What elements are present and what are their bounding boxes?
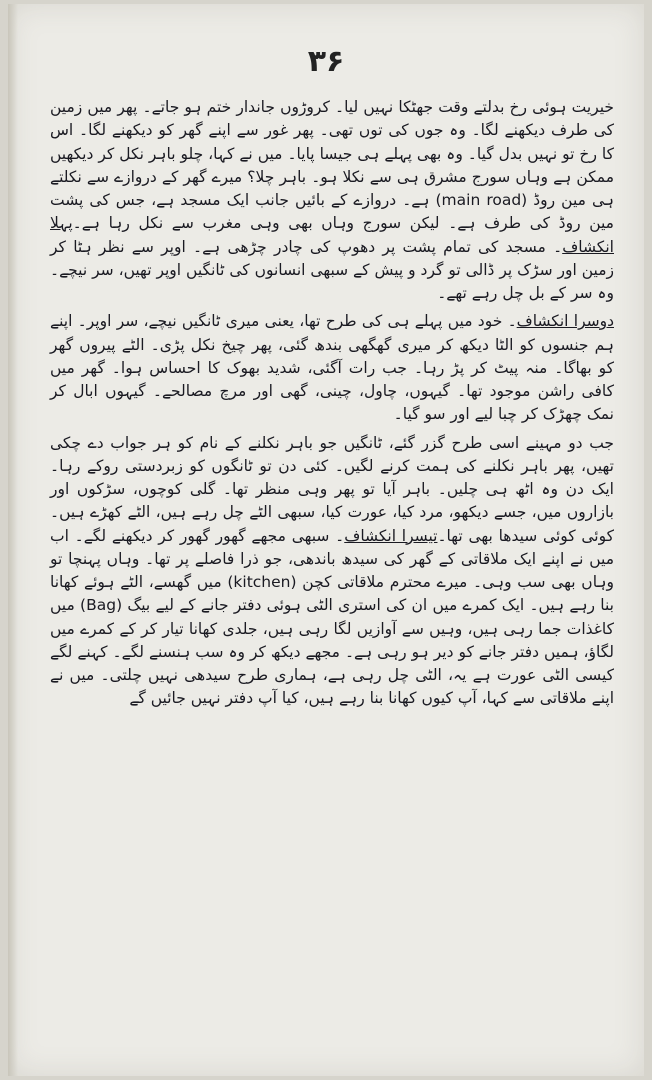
paragraph-text: خیریت ہوئی رخ بدلتے وقت جھٹکا نہیں لیا۔ کروڑوں جاندار ختم ہو جاتے۔ پھر میں زمین کی طرف دیکھنے لگا۔ وہ جوں کی توں تھی۔ پھر غور سے اپنے گھر کو دیکھنے لگا۔ اس کا رخ تو نہیں بدل گیا۔ وہ بھی پہلے ہی جیسا پایا۔ میں نے کہا، چلو باہر نکل کر دیکھیں ممکن ہے وہاں سورج مشرق ہی سے نکلا ہو۔ باہر چلا؟ میرے گھر کے دروازے سے نکلتے ہی مین روڈ (main road) ہے۔ دروازے کے بائیں جانب ایک مسجد ہے، جس کی پشت مین روڈ کی طرف ہے۔ لیکن سورج وہاں بھی وہی مغرب سے نکل رہا ہے۔: [50, 98, 614, 233]
paragraph-text: جب دو مہینے اسی طرح گزر گئے، ٹانگیں جو باہر نکلنے کے نام کو ہر جواب دے چکی تھیں، پھر باہر نکلنے کی ہمت کرنے لگیں۔ کئی دن تو ٹانگوں کو زبردستی روکے رہا۔ ایک دن وہ اٹھ ہی چلیں۔ باہر آیا تو پھر وہی منظر تھا۔ گلی کوچوں، سڑکوں اور بازاروں میں، جسے دیکھو، مرد کیا، عورت کیا، سبھی الٹے چل رہے ہیں، الٹے کھڑے ہیں۔ کوئی کوئی سیدھا بھی تھا۔: [50, 433, 614, 545]
underlined-heading: تیسرا انکشاف: [344, 526, 438, 545]
paragraph: [50, 432, 614, 711]
underlined-heading: دوسرا انکشاف: [516, 312, 614, 331]
underlined-heading: پہلا انکشاف: [50, 214, 614, 256]
body-text: [50, 96, 614, 716]
paragraph-text: ۔ سبھی مجھے گھور گھور کر دیکھنے لگے۔ اب میں نے اپنے ایک ملاقاتی کے گھر کی سیدھ باندھی، جو ذرا فاصلے پر تھا۔ وہاں پہنچا تو وہاں بھی سب وہی۔ میرے محترم ملاقاتی کچن (kitchen) میں گھسے، الٹے ہوئے کھانا بنا رہے ہیں۔ ایک کمرے میں ان کی استری الٹی ہوئی دفتر جانے کے لیے بیگ (Bag) میں کاغذات جما رہی ہیں، وہیں سے آوازیں لگا رہی ہیں، جلدی کھانا تیار کر کے کمرے میں لگاؤ، ہمیں دفتر جانے کو دیر ہو رہی ہے۔ مجھے دیکھ کر وہ سب ہنسنے لگے۔ کہنے لگے کیسی الٹی عورت ہے یہ، الٹی چل رہی ہے، ہماری طرح سیدھی نہیں چلتی۔ میں نے اپنے ملاقاتی سے کہا، آپ کیوں کھانا بنا رہے ہیں، کیا آپ دفتر نہیں جائیں گے: [50, 526, 614, 708]
paragraph-text: ۔ مسجد کی تمام پشت پر دھوپ کی چادر چڑھی ہے۔ اوپر سے نظر ہٹا کر زمین اور سڑک پر ڈالی تو گرد و پیش کے سبھی انسانوں کی ٹانگیں اوپر تھیں، سر نیچے۔ وہ سر کے بل چل رہے تھے۔: [50, 237, 614, 302]
document-page: [8, 4, 644, 1076]
page-number: ۳۶: [307, 44, 345, 79]
paragraph-text: ۔ خود میں پہلے ہی کی طرح تھا، یعنی میری ٹانگیں نیچے، سر اوپر۔ اپنے ہم جنسوں کو الٹا دیکھ کر میری گھگھی بندھ گئی، پھر چیخ نکل پڑی۔ الٹے پیروں گھر کو بھاگا۔ منہ پیٹ کر پڑ رہا۔ جب رات آگئی، شدید بھوک کا احساس ہوا۔ گھر میں کافی راشن موجود تھا۔ گیہوں، چاول، چینی، گھی اور مرچ مصالحے۔ گیہوں ابال کر نمک چھڑک کر چبا لیے اور سو گیا۔: [50, 312, 614, 424]
paragraph: [50, 310, 614, 426]
page-edge-shadow: [8, 4, 18, 1076]
paragraph: [50, 96, 614, 305]
